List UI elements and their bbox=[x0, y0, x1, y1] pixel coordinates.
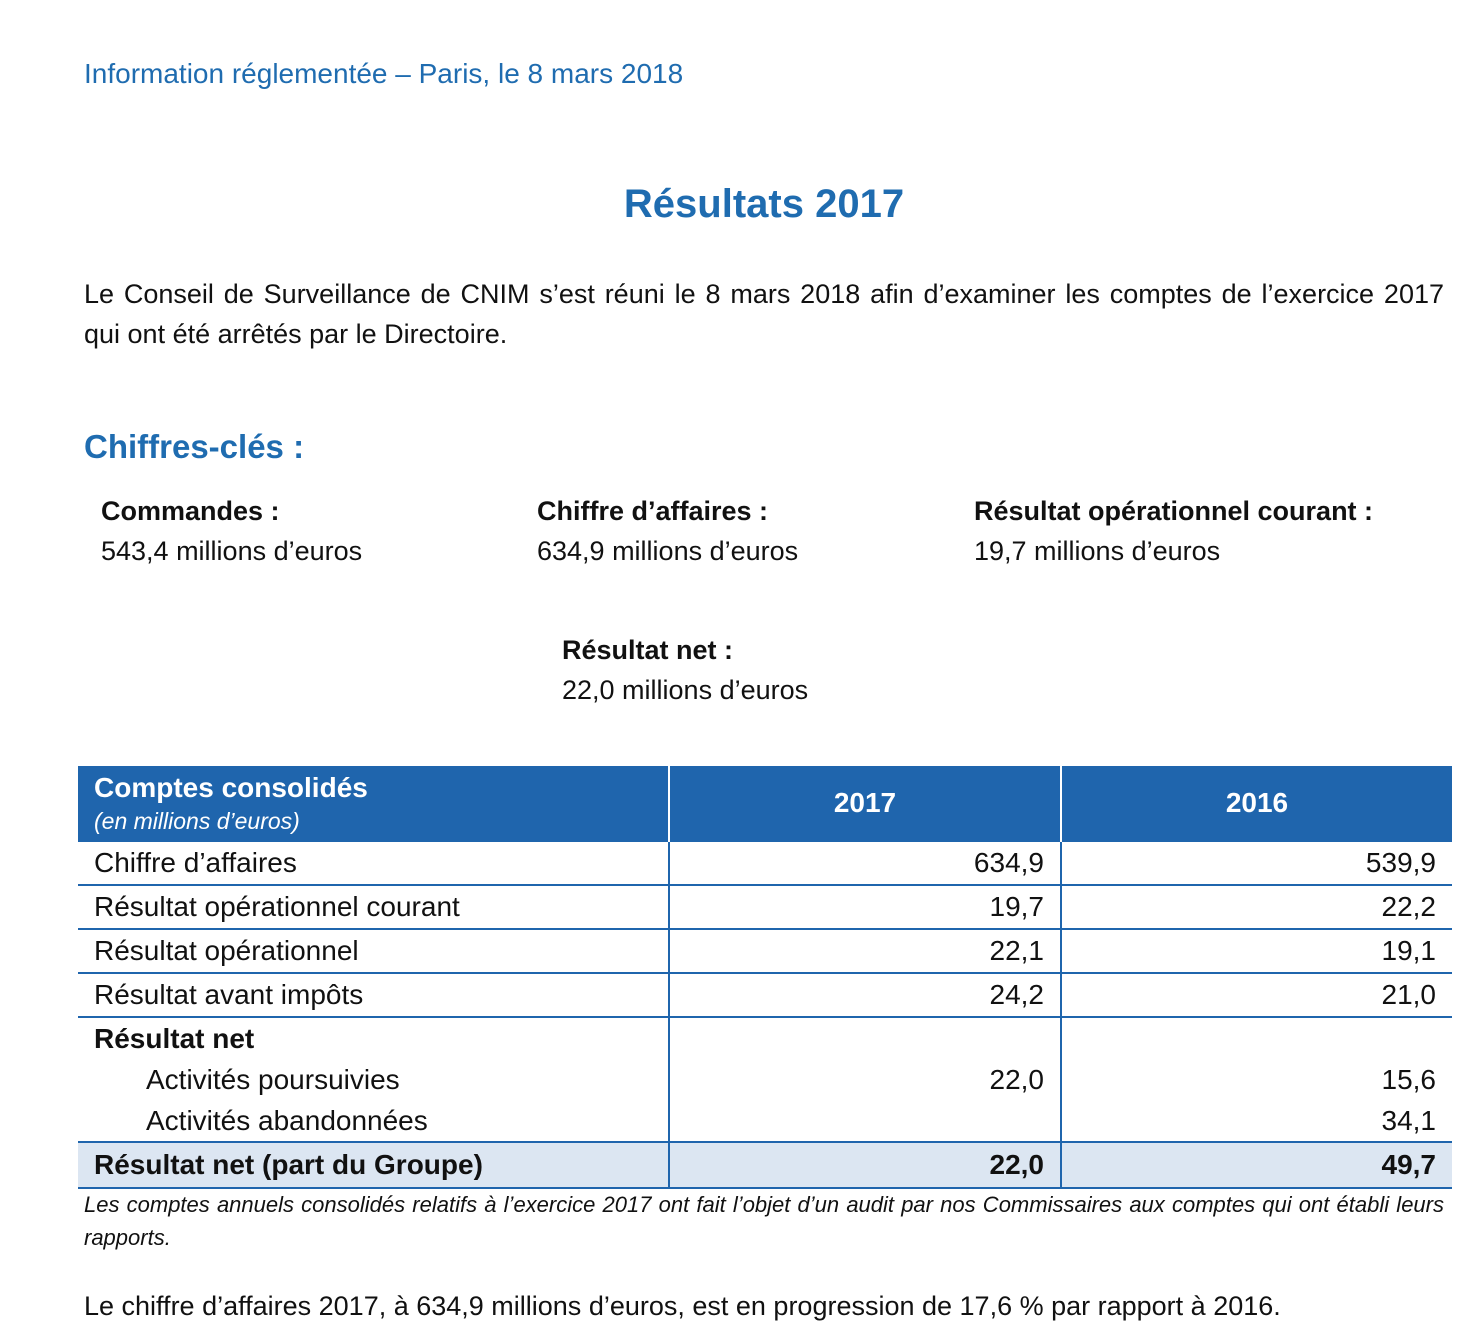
row-label: Résultat avant impôts bbox=[78, 973, 669, 1017]
continuing-activities-2017: 22,0 bbox=[989, 1064, 1044, 1095]
row-value-2017: 634,9 bbox=[669, 841, 1061, 885]
total-value-2017: 22,0 bbox=[669, 1142, 1061, 1188]
key-figure-value: 543,4 millions d’euros bbox=[101, 536, 363, 566]
key-figure-label: Résultat opérationnel courant : bbox=[974, 496, 1374, 526]
discontinued-activities-label: Activités abandonnées bbox=[146, 1105, 428, 1136]
page-title: Résultats 2017 bbox=[623, 182, 905, 226]
key-figure-value: 22,0 millions d’euros bbox=[562, 675, 809, 705]
row-label: Résultat opérationnel courant bbox=[78, 885, 669, 929]
key-figure-operating-result bbox=[974, 491, 1373, 571]
net-result-values-2017 bbox=[669, 1017, 1061, 1142]
key-figure-orders bbox=[101, 491, 362, 571]
regulated-info-line: Information réglementée – Paris, le 8 mars 2018 bbox=[84, 58, 684, 89]
key-figure-value: 19,7 millions d’euros bbox=[974, 536, 1221, 566]
table-header-title: Comptes consolidés bbox=[94, 772, 368, 803]
discontinued-activities-2016: 34,1 bbox=[1381, 1105, 1436, 1136]
discontinued-activities-2017 bbox=[670, 1100, 1044, 1141]
table-header-2016: 2016 bbox=[1061, 766, 1452, 841]
total-value-2016: 49,7 bbox=[1061, 1142, 1452, 1188]
total-label: Résultat net (part du Groupe) bbox=[78, 1142, 669, 1188]
row-value-2017: 24,2 bbox=[669, 973, 1061, 1017]
net-result-values-2016 bbox=[1061, 1017, 1452, 1142]
table-row bbox=[78, 841, 1452, 885]
row-value-2016: 22,2 bbox=[1061, 885, 1452, 929]
consolidated-accounts-table bbox=[78, 766, 1452, 1189]
table-header-unit: (en millions d’euros) bbox=[94, 808, 300, 834]
table-header-row bbox=[78, 766, 1452, 841]
key-figure-label: Chiffre d’affaires : bbox=[537, 496, 769, 526]
table-row bbox=[78, 973, 1452, 1017]
audit-footnote: Les comptes annuels consolidés relatifs à l’exercice 2017 ont fait l’objet d’un audit par nos Commissaires aux comptes qui ont établi leurs rapports. bbox=[84, 1192, 1444, 1250]
table-row bbox=[78, 885, 1452, 929]
row-value-2016: 539,9 bbox=[1061, 841, 1452, 885]
key-figure-label: Commandes : bbox=[101, 496, 280, 526]
continuing-activities-2016: 15,6 bbox=[1381, 1064, 1436, 1095]
key-figure-label: Résultat net : bbox=[562, 635, 734, 665]
row-label: Chiffre d’affaires bbox=[78, 841, 669, 885]
table-row-total bbox=[78, 1142, 1452, 1188]
key-figures-title: Chiffres-clés : bbox=[84, 428, 305, 465]
row-value-2017: 22,1 bbox=[669, 929, 1061, 973]
net-result-labels bbox=[78, 1017, 669, 1142]
row-value-2016: 19,1 bbox=[1061, 929, 1452, 973]
row-value-2016: 21,0 bbox=[1061, 973, 1452, 1017]
key-figure-net-result bbox=[562, 630, 808, 710]
table-row bbox=[78, 929, 1452, 973]
intro-paragraph: Le Conseil de Surveillance de CNIM s’est réuni le 8 mars 2018 afin d’examiner les comptes de l’exercice 2017 qui ont été arrêtés par le Directoire. bbox=[84, 279, 1444, 349]
closing-paragraph: Le chiffre d’affaires 2017, à 634,9 millions d’euros, est en progression de 17,6 % par rapport à 2016. bbox=[84, 1291, 1281, 1321]
net-result-label: Résultat net bbox=[94, 1023, 255, 1054]
key-figure-revenue bbox=[537, 491, 798, 571]
row-value-2017: 19,7 bbox=[669, 885, 1061, 929]
continuing-activities-label: Activités poursuivies bbox=[146, 1064, 400, 1095]
table-header-2017: 2017 bbox=[669, 766, 1061, 841]
table-header-label bbox=[78, 766, 669, 841]
key-figure-value: 634,9 millions d’euros bbox=[537, 536, 799, 566]
row-label: Résultat opérationnel bbox=[78, 929, 669, 973]
table-row-net-result bbox=[78, 1017, 1452, 1142]
